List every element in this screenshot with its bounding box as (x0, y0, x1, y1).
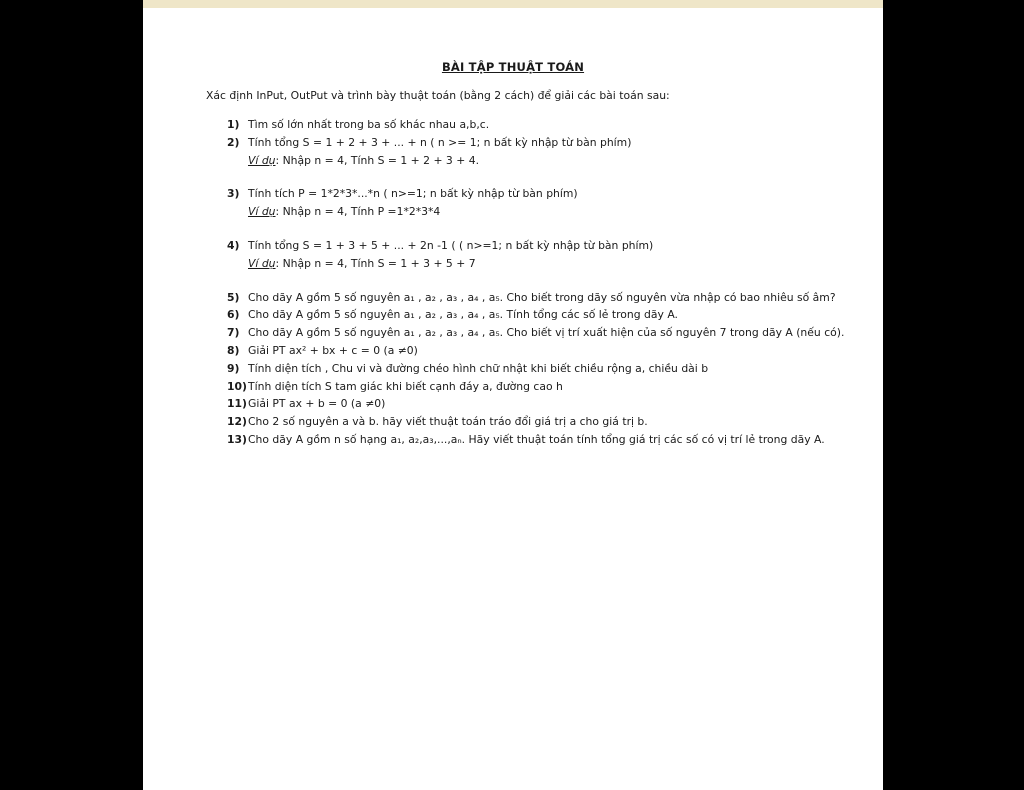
problem-number: 12) (227, 415, 247, 429)
problem-item (227, 342, 847, 360)
problem-text: Cho dãy A gồm 5 số nguyên a₁ , a₂ , a₃ , a₄ , a₅. Cho biết trong dãy số nguyên vừa nhập có bao nhiêu số âm? (248, 290, 836, 304)
example-label: Ví dụ (248, 205, 276, 219)
problem-number: 13) (227, 432, 247, 446)
problem-number: 4) (227, 238, 240, 252)
problem-number: 1) (227, 118, 240, 131)
problem-item (227, 360, 847, 378)
problem-example (248, 152, 847, 170)
problem-number: 2) (227, 135, 240, 149)
example-text: : Nhập n = 4, Tính S = 1 + 3 + 5 + 7 (275, 256, 476, 270)
problem-example (248, 255, 847, 273)
document-page (143, 0, 883, 790)
problem-text: Tính diện tích , Chu vi và đường chéo hình chữ nhật khi biết chiều rộng a, chiều dài b (248, 361, 709, 375)
problem-number: 6) (227, 308, 240, 322)
problem-item (227, 431, 847, 449)
problem-number: 11) (227, 397, 247, 411)
problem-item (227, 116, 847, 134)
problem-item (227, 289, 847, 307)
problem-text: Tính diện tích S tam giác khi biết cạnh đáy a, đường cao h (248, 379, 563, 393)
problem-item (227, 237, 847, 273)
example-label: Ví dụ (248, 153, 276, 167)
example-label: Ví dụ (248, 256, 276, 270)
problem-number: 10) (227, 379, 247, 393)
problem-number: 5) (227, 290, 240, 304)
example-text: : Nhập n = 4, Tính P =1*2*3*4 (275, 205, 441, 219)
problem-text: Giải PT ax + b = 0 (a ≠0) (248, 397, 386, 411)
problem-text: Tính tổng S = 1 + 3 + 5 + ... + 2n -1 ( ( n>=1; n bất kỳ nhập từ bàn phím) (248, 238, 654, 252)
problem-text: Cho dãy A gồm 5 số nguyên a₁ , a₂ , a₃ , a₄ , a₅. Cho biết vị trí xuất hiện của số nguyên 7 trong dãy A (nếu có). (248, 326, 845, 340)
problem-item (227, 413, 847, 431)
problem-item (227, 395, 847, 413)
problem-list (227, 116, 847, 449)
problem-text: Cho dãy A gồm 5 số nguyên a₁ , a₂ , a₃ , a₄ , a₅. Tính tổng các số lẻ trong dãy A. (248, 308, 678, 322)
intro-paragraph: Xác định InPut, OutPut và trình bày thuật toán (bằng 2 cách) để giải các bài toán sau: (206, 89, 670, 102)
problem-item (227, 185, 847, 221)
problem-number: 8) (227, 343, 240, 357)
problem-example (248, 203, 847, 221)
problem-item (227, 324, 847, 342)
document-title: BÀI TẬP THUẬT TOÁN (441, 60, 585, 74)
problem-item (227, 378, 847, 396)
problem-number: 9) (227, 361, 240, 375)
page-top-edge (143, 0, 883, 8)
example-text: : Nhập n = 4, Tính S = 1 + 2 + 3 + 4. (275, 153, 480, 167)
problem-text: Tìm số lớn nhất trong ba số khác nhau a,b,c. (248, 118, 490, 131)
problem-text: Tính tích P = 1*2*3*...*n ( n>=1; n bất kỳ nhập từ bàn phím) (248, 187, 578, 201)
problem-text: Tính tổng S = 1 + 2 + 3 + ... + n ( n >= 1; n bất kỳ nhập từ bàn phím) (248, 135, 632, 149)
problem-text: Cho 2 số nguyên a và b. hãy viết thuật toán tráo đổi giá trị a cho giá trị b. (248, 415, 648, 429)
problem-number: 7) (227, 326, 240, 340)
problem-item (227, 306, 847, 324)
problem-item (227, 134, 847, 170)
problem-text: Giải PT ax² + bx + c = 0 (a ≠0) (248, 343, 418, 357)
problem-number: 3) (227, 187, 240, 201)
problem-text: Cho dãy A gồm n số hạng a₁, a₂,a₃,...,aₙ. Hãy viết thuật toán tính tổng giá trị các số có vị trí lẻ trong dãy A. (248, 432, 825, 446)
